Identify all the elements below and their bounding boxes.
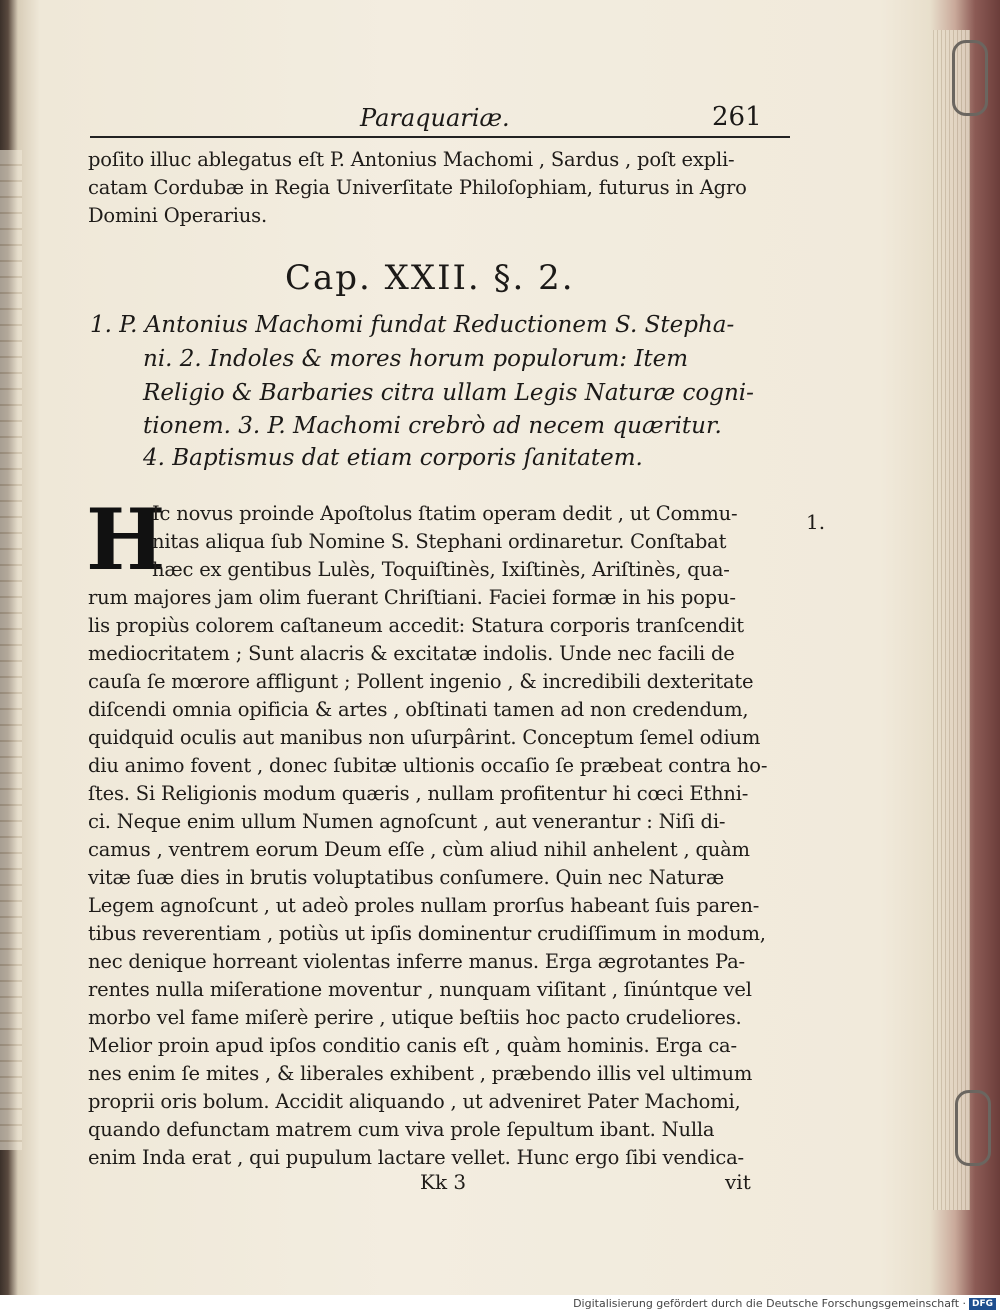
body-line: nec denique horreant violentas inferre manus. Erga ægrotantes Pa-: [88, 950, 745, 973]
page-header: [90, 102, 790, 138]
body-line: tibus reverentiam , potiùs ut ipſis dominentur crudiſſimum in modum,: [88, 922, 766, 945]
running-head: Paraquariæ.: [360, 104, 510, 132]
body-line: Ic novus proinde Apoſtolus ſtatim operam dedit , ut Commu-: [152, 502, 738, 525]
binding-clip-top: [952, 40, 988, 116]
body-line: ci. Neque enim ullum Numen agnoſcunt , aut venerantur : Niſi di-: [88, 810, 726, 833]
body-line: diſcendi omnia opificia & artes , obſtinati tamen ad non credendum,: [88, 698, 749, 721]
drop-cap-initial: H: [86, 490, 166, 589]
continuation-line: poſito illuc ablegatus eſt P. Antonius Machomi , Sardus , poſt expli-: [88, 148, 735, 171]
signature-mark: Kk 3: [420, 1170, 467, 1194]
page-number: 261: [712, 102, 762, 132]
body-line: vitæ ſuæ dies in brutis voluptatibus conſumere. Quin nec Naturæ: [88, 866, 725, 889]
summary-line: tionem. 3. P. Machomi crebrò ad necem quæritur.: [143, 413, 722, 439]
body-line: ſtes. Si Religionis modum quæris , nullam profitentur hi cœci Ethni-: [88, 782, 749, 805]
summary-line: 1. P. Antonius Machomi fundat Reductionem S. Stepha-: [90, 312, 735, 338]
chapter-heading: Cap. XXII. §. 2.: [285, 258, 575, 298]
right-page-stack: [930, 30, 970, 1210]
body-line: morbo vel fame miſerè perire , utique beſtiis hoc pacto crudeliores.: [88, 1006, 742, 1029]
body-line: hæc ex gentibus Lulès, Toquiſtinès, Ixiſtinès, Ariſtinès, qua-: [152, 558, 730, 581]
body-line: quando defunctam matrem cum viva prole ſepultum ibant. Nulla: [88, 1118, 715, 1141]
body-line: lis propiùs colorem caſtaneum accedit: Statura corporis tranſcendit: [88, 614, 744, 637]
body-line: diu animo fovent , donec ſubitæ ultionis occaſio ſe præbeat contra ho-: [88, 754, 768, 777]
summary-line: 4. Baptismus dat etiam corporis ſanitatem.: [143, 445, 643, 471]
body-line: cauſa ſe mœrore affligunt ; Pollent ingenio , & incredibili dexteritate: [88, 670, 754, 693]
body-line: quidquid oculis aut manibus non uſurpârint. Conceptum ſemel odium: [88, 726, 761, 749]
left-page-edge: [0, 150, 22, 1150]
summary-line: Religio & Barbaries citra ullam Legis Naturæ cogni-: [143, 380, 754, 406]
body-line: enim Inda erat , qui pupulum lactare vellet. Hunc ergo ſibi vendica-: [88, 1146, 744, 1169]
body-line: Melior proin apud ipſos conditio canis eſt , quàm hominis. Erga ca-: [88, 1034, 737, 1057]
body-line: proprii oris bolum. Accidit aliquando , ut adveniret Pater Machomi,: [88, 1090, 741, 1113]
margin-note: 1.: [806, 510, 826, 534]
body-line: rentes nulla miſeratione moventur , nunquam viſitant , ſinúntque vel: [88, 978, 752, 1001]
binding-clip-bottom: [955, 1090, 991, 1166]
body-line: mediocritatem ; Sunt alacris & excitatæ indolis. Unde nec facili de: [88, 642, 735, 665]
body-line: Legem agnoſcunt , ut adeò proles nullam prorſus habeant ſuis paren-: [88, 894, 760, 917]
body-line: rum majores jam olim fuerant Chriſtiani. Faciei formæ in his popu-: [88, 586, 736, 609]
dfg-logo: DFG: [969, 1298, 996, 1310]
footer-credit: Digitalisierung gefördert durch die Deutsche Forschungsgemeinschaft ·: [573, 1297, 966, 1310]
summary-line: ni. 2. Indoles & mores horum populorum: Item: [143, 346, 689, 372]
catchword: vit: [725, 1170, 751, 1194]
body-line: nes enim ſe mites , & liberales exhibent , præbendo illis vel ultimum: [88, 1062, 753, 1085]
body-line: nitas aliqua ſub Nomine S. Stephani ordinaretur. Conſtabat: [152, 530, 727, 553]
continuation-line: Domini Operarius.: [88, 204, 267, 227]
body-line: camus , ventrem eorum Deum eſſe , cùm aliud nihil anhelent , quàm: [88, 838, 750, 861]
continuation-line: catam Cordubæ in Regia Univerſitate Philoſophiam, futurus in Agro: [88, 176, 747, 199]
